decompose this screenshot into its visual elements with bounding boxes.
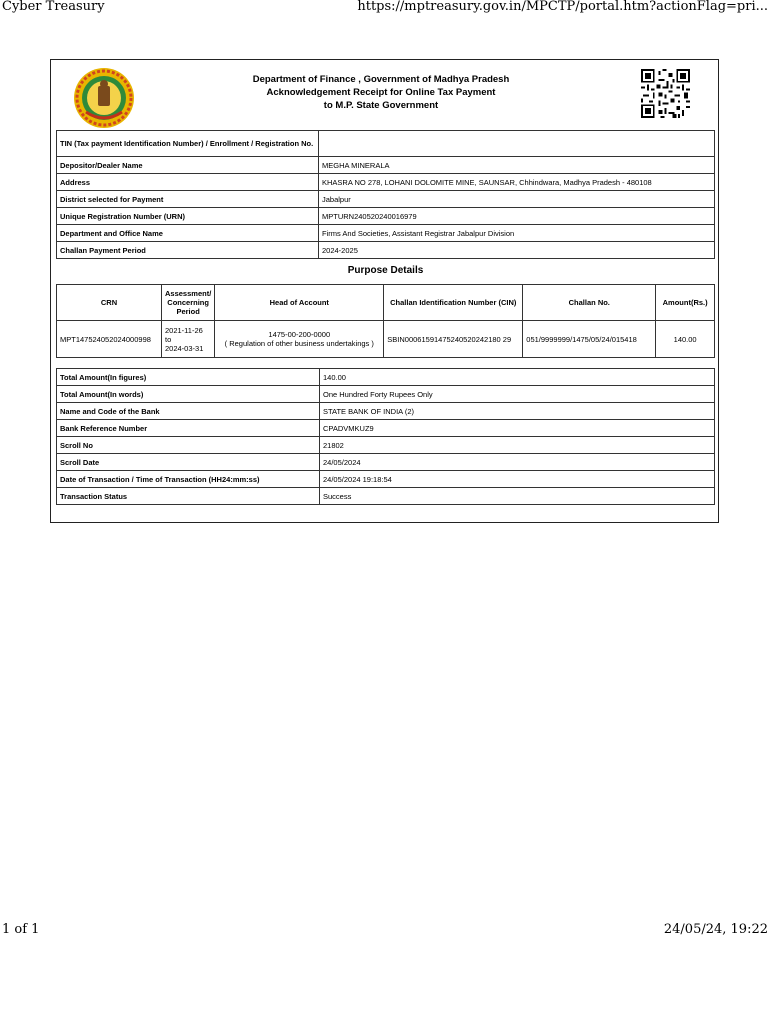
scroll-date-value: 24/05/2024 — [320, 454, 715, 471]
address-label: Address — [57, 174, 319, 191]
period-from: 2021-11-26 — [165, 325, 203, 335]
payment-period-label: Challan Payment Period — [57, 242, 319, 259]
table-row — [57, 321, 715, 358]
payment-period-value: 2024-2025 — [319, 242, 715, 259]
crn-header: CRN — [57, 285, 162, 321]
table-row — [57, 454, 715, 471]
amount-value: 140.00 — [656, 321, 715, 358]
title-line-2: Acknowledgement Receipt for Online Tax Payment — [266, 87, 496, 98]
tin-label: TIN (Tax payment Identification Number) / Enrollment / Registration No. — [57, 131, 319, 157]
dealer-name-label: Depositor/Dealer Name — [57, 157, 319, 174]
purpose-details-table — [56, 284, 715, 358]
table-row — [57, 242, 715, 259]
urn-label: Unique Registration Number (URN) — [57, 208, 319, 225]
print-timestamp: 24/05/24, 19:22 — [663, 922, 768, 937]
table-row — [57, 437, 715, 454]
payment-summary-table — [56, 368, 715, 505]
amount-header: Amount(Rs.) — [656, 285, 715, 321]
title-line-3: to M.P. State Government — [323, 100, 439, 111]
department-label: Department and Office Name — [57, 225, 319, 242]
scroll-no-value: 21802 — [320, 437, 715, 454]
urn-value: MPTURN240520240016979 — [319, 208, 715, 225]
bank-name-value: STATE BANK OF INDIA (2) — [320, 403, 715, 420]
cin-header: Challan Identification Number (CIN) — [384, 285, 523, 321]
depositor-info-table — [56, 130, 715, 259]
table-row — [57, 157, 715, 174]
total-figures-label: Total Amount(In figures) — [57, 369, 320, 386]
crn-value: MPT147524052024000998 — [57, 321, 162, 358]
head-of-account-value — [215, 321, 384, 358]
table-row — [57, 208, 715, 225]
purpose-details-title: Purpose Details — [347, 265, 424, 276]
transaction-status-value: Success — [320, 488, 715, 505]
table-row — [57, 420, 715, 437]
transaction-status-label: Transaction Status — [57, 488, 320, 505]
dealer-name-value: MEGHA MINERALA — [319, 157, 715, 174]
page-count: 1 of 1 — [2, 922, 40, 937]
period-to-word: to — [165, 334, 172, 344]
total-words-value: One Hundred Forty Rupees Only — [320, 386, 715, 403]
page-url: https://mptreasury.gov.in/MPCTP/portal.htm?actionFlag=pri... — [357, 0, 768, 14]
browser-print-footer — [0, 922, 768, 938]
browser-print-header — [0, 0, 768, 16]
period-to: 2024-03-31 — [165, 343, 204, 353]
table-row — [57, 386, 715, 403]
table-header-row — [57, 285, 715, 321]
bank-reference-label: Bank Reference Number — [57, 420, 320, 437]
scroll-no-label: Scroll No — [57, 437, 320, 454]
head-code: 1475-00-200-0000 — [268, 330, 331, 339]
table-row — [57, 403, 715, 420]
address-value: KHASRA NO 278, LOHANI DOLOMITE MINE, SAUNSAR, Chhindwara, Madhya Pradesh - 480108 — [319, 174, 715, 191]
receipt-title — [181, 73, 581, 112]
challan-no-value: 051/9999999/1475/05/24/015418 — [523, 321, 656, 358]
table-row — [57, 488, 715, 505]
scroll-date-label: Scroll Date — [57, 454, 320, 471]
total-words-label: Total Amount(In words) — [57, 386, 320, 403]
table-row — [57, 191, 715, 208]
period-header: Assessment/ Concerning Period — [162, 285, 215, 321]
cin-value: SBIN00061591475240520242180 29 — [384, 321, 523, 358]
table-row — [57, 225, 715, 242]
qr-code-icon — [640, 69, 691, 118]
head-of-account-header: Head of Account — [215, 285, 384, 321]
total-figures-value: 140.00 — [320, 369, 715, 386]
tin-value — [319, 131, 715, 157]
table-row — [57, 131, 715, 157]
table-row — [57, 369, 715, 386]
transaction-datetime-label: Date of Transaction / Time of Transaction (HH24:mm:ss) — [57, 471, 320, 488]
challan-no-header: Challan No. — [523, 285, 656, 321]
department-value: Firms And Societies, Assistant Registrar Jabalpur Division — [319, 225, 715, 242]
district-label: District selected for Payment — [57, 191, 319, 208]
acknowledgement-receipt — [50, 59, 719, 523]
title-line-1: Department of Finance , Government of Madhya Pradesh — [252, 74, 510, 85]
site-title: Cyber Treasury — [2, 0, 105, 14]
district-value: Jabalpur — [319, 191, 715, 208]
period-value — [162, 321, 215, 358]
bank-reference-value: CPADVMKUZ9 — [320, 420, 715, 437]
table-row — [57, 471, 715, 488]
transaction-datetime-value: 24/05/2024 19:18:54 — [320, 471, 715, 488]
mp-govt-emblem-icon — [72, 66, 136, 130]
bank-name-label: Name and Code of the Bank — [57, 403, 320, 420]
table-row — [57, 174, 715, 191]
head-description: ( Regulation of other business undertakings ) — [224, 339, 374, 348]
